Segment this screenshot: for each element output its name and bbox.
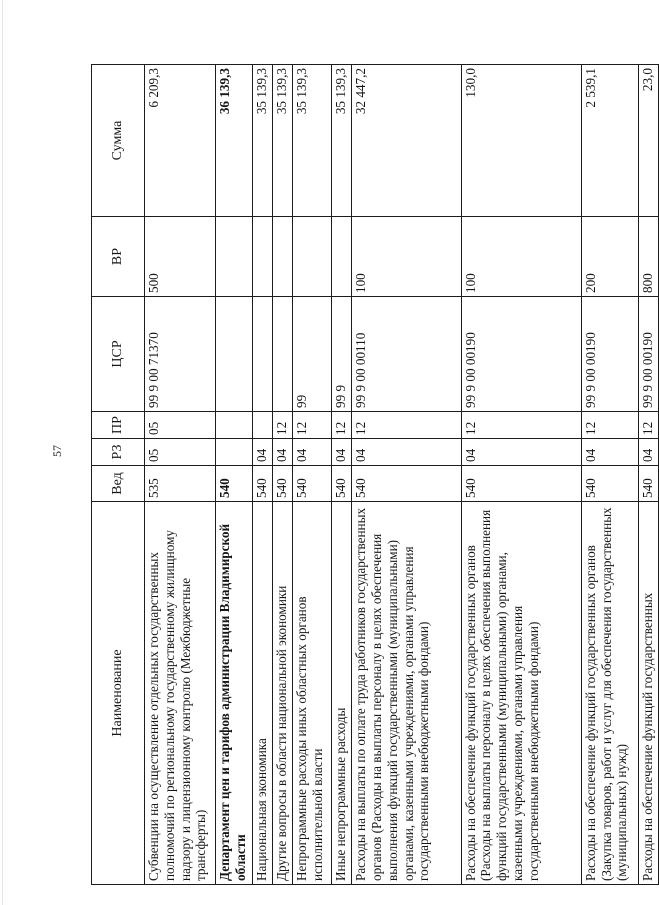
row-csr [273,297,293,412]
header-vr: ВР [92,217,145,297]
row-sum: 2 539,1 [581,65,638,217]
row-csr: 99 9 [332,297,352,412]
row-csr: 99 9 00 71370 [145,297,216,412]
header-rz: РЗ [92,439,145,466]
row-ved: 540 [216,466,253,502]
row-sum: 35 139,3 [293,65,332,217]
row-vr: 800 [638,217,658,297]
row-pr: 12 [273,412,293,439]
table-row [293,65,332,885]
row-ved: 540 [352,466,461,502]
header-row [92,65,145,885]
row-pr: 12 [352,412,461,439]
row-rz: 04 [332,439,352,466]
row-sum: 6 209,3 [145,65,216,217]
row-name: Департамент цен и тарифов администрации Владимирской области [216,502,253,885]
row-rz: 04 [293,439,332,466]
page-number: 57 [50,445,64,457]
row-name: Непрограммные расходы иных областных органов исполнительной власти [293,502,332,885]
row-vr [273,217,293,297]
table-row [253,65,273,885]
row-sum: 35 139,3 [332,65,352,217]
row-rz: 04 [638,439,658,466]
budget-table [91,64,659,885]
header-csr: ЦСР [92,297,145,412]
row-rz: 04 [461,439,581,466]
row-rz: 04 [273,439,293,466]
row-pr [253,412,273,439]
row-sum: 23,0 [638,65,658,217]
row-ved: 535 [145,466,216,502]
row-pr: 12 [293,412,332,439]
row-name: Иные непрограммные расходы [332,502,352,885]
row-vr [253,217,273,297]
header-pr: ПР [92,412,145,439]
row-vr: 500 [145,217,216,297]
row-pr [216,412,253,439]
row-pr: 12 [461,412,581,439]
row-sum: 32 447,2 [352,65,461,217]
table-row [332,65,352,885]
row-vr: 200 [581,217,638,297]
row-vr: 100 [352,217,461,297]
row-ved: 540 [461,466,581,502]
row-name: Расходы на обеспечение функций государственных органов (Закупка товаров, работ и услуг для обеспечения государственных (муниципальных) нужд) [581,502,638,885]
row-csr: 99 9 00 00190 [581,297,638,412]
row-name: Другие вопросы в области национальной экономики [273,502,293,885]
row-csr: 99 9 00 00190 [638,297,658,412]
row-ved: 540 [293,466,332,502]
row-vr [216,217,253,297]
header-sum: Сумма [92,65,145,217]
row-name: Национальная экономика [253,502,273,885]
row-vr: 100 [461,217,581,297]
row-csr: 99 9 00 00190 [461,297,581,412]
row-name: Субвенции на осуществление отдельных государственных полномочий по региональному государственному жилищному надзору и лицензионному контролю (Межбюджетные трансферты) [145,502,216,885]
table-row [638,65,658,885]
table-row [461,65,581,885]
row-rz: 04 [253,439,273,466]
table-row [216,65,253,885]
row-sum: 130,0 [461,65,581,217]
row-rz: 04 [352,439,461,466]
row-pr: 05 [145,412,216,439]
row-csr: 99 9 00 00110 [352,297,461,412]
row-ved: 540 [253,466,273,502]
table-row [581,65,638,885]
row-name: Расходы на обеспечение функций государственных [638,502,658,885]
row-sum: 35 139,3 [273,65,293,217]
row-ved: 540 [332,466,352,502]
row-vr [332,217,352,297]
row-name: Расходы на обеспечение функций государственных органов (Расходы на выплаты персоналу в целях обеспечения выполнения функций государственными (муниципальными) органами, казенными учреждениями, органами управления государственными внебюджетными фондами) [461,502,581,885]
row-pr: 12 [638,412,658,439]
row-pr: 12 [332,412,352,439]
table-row [145,65,216,885]
row-rz: 04 [581,439,638,466]
row-ved: 540 [638,466,658,502]
row-pr: 12 [581,412,638,439]
row-sum: 35 139,3 [253,65,273,217]
header-ved: Вед [92,466,145,502]
header-name: Наименование [92,502,145,885]
row-ved: 540 [581,466,638,502]
row-name: Расходы на выплаты по оплате труда работников государственных органов (Расходы на выплаты персоналу в целях обеспечения выполнения функций государственными (муниципальными) органами, казенными учреждениями, органами управления государственными внебюджетными фондами) [352,502,461,885]
row-rz [216,439,253,466]
row-sum: 36 139,3 [216,65,253,217]
scan-edge [2,0,3,905]
table-row [273,65,293,885]
rotated-table-wrapper [91,65,659,885]
row-csr [253,297,273,412]
row-rz: 05 [145,439,216,466]
row-csr: 99 [293,297,332,412]
table-row [352,65,461,885]
row-vr [293,217,332,297]
row-csr [216,297,253,412]
row-ved: 540 [273,466,293,502]
